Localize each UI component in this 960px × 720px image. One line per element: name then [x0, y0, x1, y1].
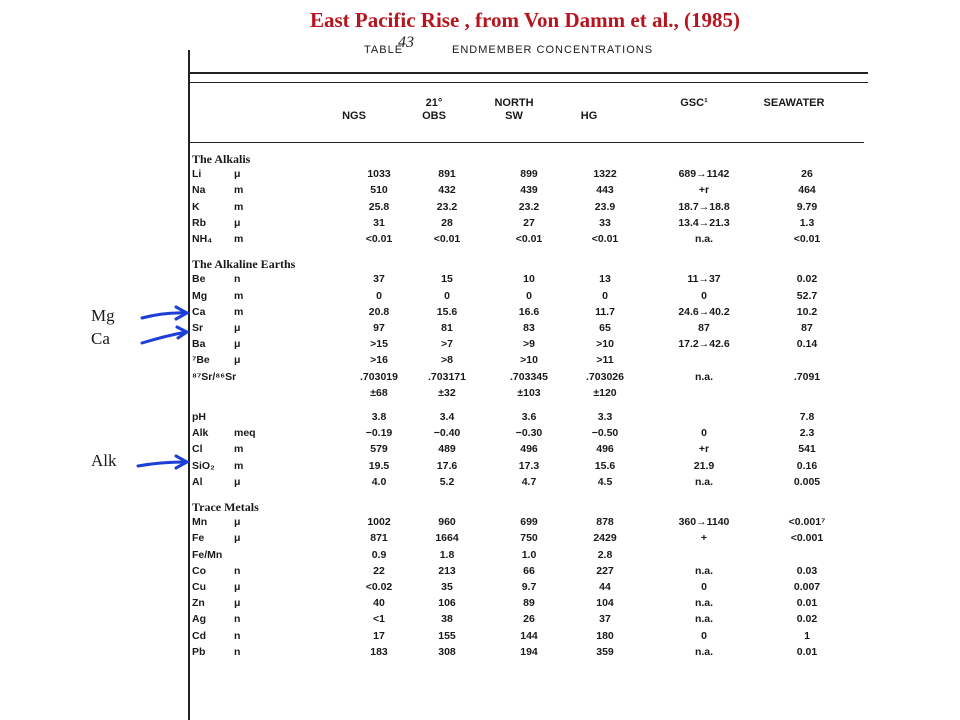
element-label: Zn	[192, 597, 205, 610]
cell-value: 183	[370, 645, 388, 658]
cell-value: 23.2	[436, 200, 458, 213]
unit-label: m	[234, 289, 244, 302]
cell-value: 89	[523, 597, 535, 610]
table-row	[184, 168, 868, 185]
cell-value: −0.50	[591, 427, 619, 440]
header-double-rule	[188, 82, 868, 83]
cell-value: 0	[602, 289, 608, 302]
cell-value: 97	[373, 322, 385, 334]
cell-value: 360→1140	[678, 516, 730, 529]
cell-value: 40	[373, 597, 385, 610]
element-label: Sr	[192, 322, 204, 334]
cell-value: 35	[441, 581, 453, 593]
cell-value: 23.2	[518, 200, 540, 213]
table-row	[184, 427, 868, 444]
cell-value: 510	[370, 184, 388, 197]
unit-label: μ	[234, 338, 241, 351]
cell-value: n.a.	[694, 233, 714, 245]
cell-value: 4.0	[371, 475, 387, 488]
element-label: Fe/Mn	[192, 548, 223, 561]
cell-value: +	[700, 532, 708, 545]
cell-value: 37	[373, 273, 385, 286]
element-label: Alk	[192, 427, 209, 440]
cell-value: 0	[526, 289, 532, 302]
cell-value: 27	[523, 216, 535, 229]
cell-value: 871	[370, 532, 388, 545]
column-header-bottom	[659, 110, 729, 123]
table-row	[184, 233, 868, 250]
cell-value: 0.01	[796, 645, 818, 658]
cell-value: 489	[438, 443, 456, 456]
cell-value: 87	[698, 322, 710, 334]
column-header-bottom	[759, 110, 829, 123]
cell-value: 4.5	[597, 475, 613, 488]
cell-value: 26	[523, 613, 535, 626]
cell-value: >16	[370, 354, 388, 367]
header-bottom-rule	[188, 142, 864, 143]
cell-value: 541	[798, 443, 816, 456]
cell-value: 25.8	[368, 200, 390, 213]
cell-value: 26	[801, 168, 813, 181]
cell-value: 17.3	[518, 459, 540, 472]
element-label: Co	[192, 564, 206, 577]
cell-value: 308	[438, 645, 456, 658]
cell-value: 33	[599, 216, 611, 229]
cell-value: 0.9	[371, 548, 387, 561]
slide-title: East Pacific Rise , from Von Damm et al., (1985)	[309, 8, 741, 32]
cell-value: 5.2	[439, 475, 455, 488]
cell-value: 194	[520, 645, 538, 658]
alk-arrow	[138, 456, 187, 468]
cell-value: ±32	[438, 386, 456, 399]
cell-value: n.a.	[694, 597, 714, 610]
cell-value: 960	[438, 516, 456, 529]
unit-label: μ	[234, 581, 241, 593]
cell-value: 15.6	[594, 459, 616, 472]
section-title: Trace Metals	[192, 500, 259, 514]
table-row	[184, 581, 868, 598]
cell-value: 750	[520, 532, 538, 545]
label-alk: Alk	[91, 451, 117, 470]
cell-value: 28	[441, 216, 453, 229]
cell-value: 1002	[367, 516, 391, 529]
table-row	[184, 411, 868, 428]
cell-value: <0.01	[793, 233, 821, 245]
cell-value: 17	[373, 629, 385, 642]
cell-value: 22	[373, 564, 385, 577]
unit-label: n	[234, 645, 241, 658]
cell-value: 699	[520, 516, 538, 529]
column-header-top: 21°	[425, 97, 443, 109]
unit-label: μ	[234, 597, 241, 610]
column-header-top	[319, 97, 389, 110]
cell-value: 17.2→42.6	[678, 338, 730, 351]
cell-value: n.a.	[694, 370, 714, 383]
unit-label: m	[234, 443, 244, 456]
cell-value: ±120	[593, 386, 617, 399]
element-label: Be	[192, 273, 206, 286]
element-label: Mn	[192, 516, 208, 529]
unit-label: meq	[234, 427, 256, 440]
cell-value: <0.001⁷	[788, 516, 826, 529]
cell-value: 4.7	[521, 475, 537, 488]
cell-value: 1	[804, 629, 810, 642]
cell-value: 891	[438, 168, 456, 181]
table-row	[184, 273, 868, 290]
column-header-top: GSC¹	[680, 97, 708, 109]
column-header-bottom: NGS	[342, 110, 366, 122]
table-row	[184, 597, 868, 614]
cell-value: 11→37	[687, 273, 721, 286]
cell-value: 0	[701, 581, 707, 593]
table-row	[184, 306, 868, 323]
cell-value: 20.8	[368, 305, 390, 318]
cell-value: 432	[438, 184, 456, 197]
unit-label: n	[234, 629, 241, 642]
cell-value: 1322	[593, 168, 617, 181]
cell-value: n.a.	[694, 645, 714, 658]
table-row	[184, 460, 868, 477]
cell-value: 65	[599, 322, 611, 334]
cell-value: 37	[599, 613, 611, 626]
unit-label: n	[234, 564, 241, 577]
cell-value: <0.01	[591, 233, 619, 245]
cell-value: 81	[441, 322, 453, 334]
cell-value: 17.6	[436, 459, 458, 472]
cell-value: −0.30	[515, 427, 543, 440]
cell-value: 15	[441, 273, 453, 286]
cell-value: 9.7	[521, 581, 537, 593]
label-ca: Ca	[91, 329, 110, 348]
column-header	[319, 97, 389, 123]
table-row	[184, 516, 868, 533]
cell-value: n.a.	[694, 475, 714, 488]
table-row	[184, 354, 868, 371]
cell-value: 1.0	[521, 548, 537, 561]
cell-value: 13.4→21.3	[678, 216, 730, 229]
cell-value: 180	[596, 629, 614, 642]
cell-value: 0.03	[796, 564, 818, 577]
element-label: Ag	[192, 613, 206, 626]
table-row	[184, 201, 868, 218]
cell-value: −0.19	[365, 427, 393, 440]
cell-value: 0.02	[796, 273, 818, 286]
cell-value: n.a.	[694, 613, 714, 626]
cell-value: >8	[441, 354, 453, 367]
column-header	[659, 97, 729, 123]
element-label: Li	[192, 168, 202, 181]
cell-value: 899	[520, 168, 538, 181]
cell-value: .703019	[360, 370, 398, 383]
cell-value: .703171	[428, 370, 466, 383]
column-header	[759, 97, 829, 123]
cell-value: 0	[376, 289, 382, 302]
table-row	[184, 290, 868, 307]
section-title: The Alkaline Earths	[192, 257, 296, 272]
cell-value: 10.2	[796, 305, 818, 318]
column-header-top	[554, 97, 624, 110]
element-label: Fe	[192, 532, 205, 545]
cell-value: 104	[596, 597, 614, 610]
cell-value: ±68	[370, 386, 388, 399]
cell-value: 1.3	[799, 216, 815, 229]
unit-label: m	[234, 200, 244, 213]
cell-value: 66	[523, 564, 535, 577]
cell-value: 0.005	[793, 475, 821, 488]
cell-value: >15	[370, 338, 388, 351]
cell-value: +r	[698, 443, 710, 456]
cell-value: 24.6→40.2	[678, 305, 730, 318]
mg-arrow	[142, 307, 187, 319]
cell-value: >10	[596, 338, 614, 351]
element-label: Ba	[192, 338, 206, 351]
cell-value: 16.6	[518, 305, 540, 318]
element-label: ⁷Be	[192, 354, 210, 367]
element-label: pH	[192, 411, 206, 423]
table-row	[184, 476, 868, 493]
table-row	[184, 630, 868, 647]
cell-value: 19.5	[368, 459, 390, 472]
column-header	[554, 97, 624, 123]
cell-value: 21.9	[693, 459, 715, 472]
column-header	[479, 97, 549, 123]
cell-value: 0.01	[796, 597, 818, 610]
element-label: Cl	[192, 443, 203, 456]
cell-value: 7.8	[799, 411, 815, 423]
cell-value: 0.02	[796, 613, 818, 626]
cell-value: +r	[698, 184, 710, 197]
cell-value: 13	[599, 273, 611, 286]
table-row	[184, 338, 868, 355]
cell-value: 443	[596, 184, 614, 197]
cell-value: −0.40	[433, 427, 461, 440]
cell-value: 83	[523, 322, 535, 334]
cell-value: 38	[441, 613, 453, 626]
element-label: Cd	[192, 629, 206, 642]
column-header-bottom: SW	[505, 110, 523, 122]
table-caption: ENDMEMBER CONCENTRATIONS	[452, 44, 654, 56]
cell-value: <0.01	[515, 233, 543, 245]
unit-label: μ	[234, 532, 241, 545]
cell-value: >10	[520, 354, 538, 367]
column-header-top: SEAWATER	[763, 97, 825, 109]
cell-value: 878	[596, 516, 614, 529]
cell-value: 2.3	[799, 427, 815, 440]
cell-value: .703345	[510, 370, 548, 383]
unit-label: μ	[234, 168, 241, 181]
cell-value: 155	[438, 629, 456, 642]
cell-value: >9	[523, 338, 535, 351]
unit-label: μ	[234, 322, 241, 334]
cell-value: <0.01	[365, 233, 393, 245]
table-row	[184, 646, 868, 663]
cell-value: ±103	[517, 386, 541, 399]
section-title: The Alkalis	[192, 152, 251, 166]
table-row	[184, 443, 868, 460]
label-mg: Mg	[91, 306, 115, 325]
cell-value: 0	[701, 427, 707, 440]
cell-value: 11.7	[595, 305, 615, 318]
cell-value: 10	[523, 273, 535, 286]
cell-value: 0.16	[796, 459, 818, 472]
cell-value: 2.8	[597, 548, 613, 561]
element-label: ⁸⁷Sr/⁸⁶Sr	[192, 370, 237, 383]
cell-value: 0	[444, 289, 450, 302]
cell-value: 15.6	[436, 305, 458, 318]
table-row	[184, 371, 868, 388]
scanned-table	[184, 34, 868, 720]
cell-value: 0.14	[796, 338, 818, 351]
cell-value: 87	[801, 322, 813, 334]
cell-value: 3.4	[439, 411, 455, 423]
unit-label: μ	[234, 354, 241, 367]
cell-value: 227	[596, 564, 614, 577]
ca-arrow	[142, 327, 187, 343]
cell-value: 18.7→18.8	[678, 200, 730, 213]
cell-value: 23.9	[594, 200, 616, 213]
element-label: Al	[192, 475, 203, 488]
table-row	[184, 217, 868, 234]
cell-value: 496	[596, 443, 614, 456]
cell-value: 464	[798, 184, 816, 197]
cell-value: <1	[373, 613, 385, 626]
cell-value: 3.6	[521, 411, 537, 423]
unit-label: n	[234, 613, 241, 626]
table-label: TABLE	[364, 44, 404, 56]
cell-value: 1.8	[439, 548, 455, 561]
cell-value: 2429	[593, 532, 617, 545]
cell-value: .703026	[586, 370, 624, 383]
column-header-bottom: OBS	[422, 110, 446, 122]
element-label: Cu	[192, 581, 206, 593]
cell-value: 439	[520, 184, 538, 197]
cell-value: 689→1142	[678, 168, 730, 181]
cell-value: 0	[701, 629, 707, 642]
element-label: K	[192, 200, 200, 213]
cell-value: n.a.	[694, 564, 714, 577]
cell-value: >11	[596, 354, 614, 367]
table-row	[184, 613, 868, 630]
column-header-bottom: HG	[580, 110, 598, 122]
table-row	[184, 565, 868, 582]
cell-value: 106	[438, 597, 456, 610]
element-label: SiO₂	[192, 459, 215, 472]
cell-value: 52.7	[796, 289, 818, 302]
cell-value: <0.01	[433, 233, 461, 245]
unit-label: m	[234, 184, 244, 197]
element-label: Rb	[192, 216, 206, 229]
cell-value: 3.3	[597, 411, 613, 423]
unit-label: m	[234, 305, 244, 318]
cell-value: >7	[441, 338, 453, 351]
cell-value: 9.79	[796, 200, 818, 213]
cell-value: 1664	[435, 532, 459, 545]
element-label: NH₄	[192, 233, 213, 245]
cell-value: 579	[370, 443, 388, 456]
column-header-top: NORTH	[494, 97, 534, 109]
table-row	[184, 549, 868, 566]
unit-label: μ	[234, 475, 241, 488]
element-label: Pb	[192, 645, 206, 658]
cell-value: 3.8	[371, 411, 387, 423]
cell-value: <0.001	[790, 532, 824, 545]
table-row	[184, 184, 868, 201]
column-header	[399, 97, 469, 123]
element-label: Mg	[192, 289, 208, 302]
cell-value: <0.02	[365, 581, 393, 593]
unit-label: m	[234, 233, 244, 245]
unit-label: n	[234, 273, 241, 286]
cell-value: 496	[520, 443, 538, 456]
element-label: Na	[192, 184, 206, 197]
cell-value: 44	[599, 581, 611, 593]
element-label: Ca	[192, 305, 206, 318]
cell-value: .7091	[793, 370, 821, 383]
table-row	[184, 322, 868, 339]
cell-value: 0.007	[793, 581, 821, 593]
table-row	[184, 387, 868, 404]
cell-value: 213	[438, 564, 456, 577]
unit-label: μ	[234, 516, 241, 529]
table-number: 43	[398, 34, 414, 51]
cell-value: 359	[596, 645, 614, 658]
unit-label: m	[234, 459, 244, 472]
cell-value: 0	[701, 289, 707, 302]
table-row	[184, 532, 868, 549]
unit-label: μ	[234, 216, 241, 229]
header-top-rule	[188, 72, 868, 74]
cell-value: 144	[520, 629, 538, 642]
cell-value: 31	[373, 216, 385, 229]
cell-value: 1033	[367, 168, 391, 181]
